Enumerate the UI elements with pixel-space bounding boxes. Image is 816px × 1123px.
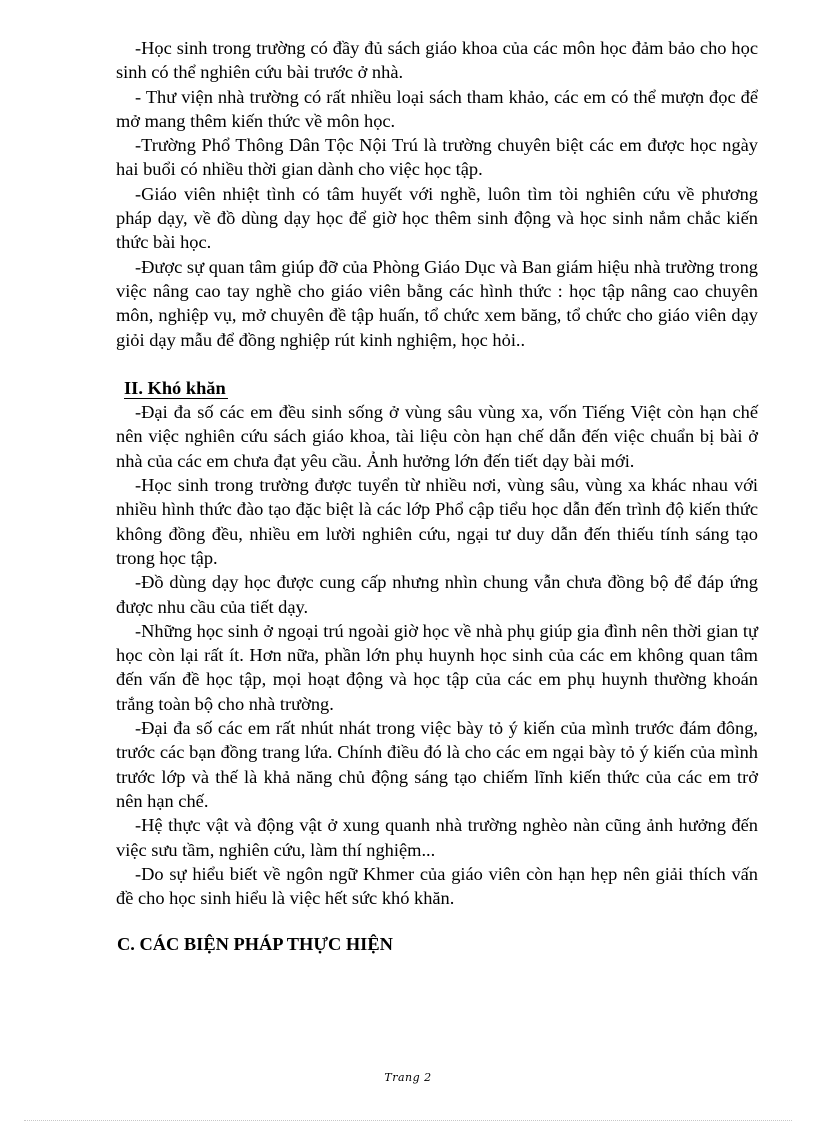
paragraph: -Những học sinh ở ngoại trú ngoài giờ học về nhà phụ giúp gia đình nên thời gian tự học còn lại rất ít. Hơn nữa, phần lớn phụ huynh học sinh của các em không quan tâm đến vấn đề học tập, mọi hoạt động và học tập của các em phụ huynh thường khoán trắng toàn bộ cho nhà trường. xyxy=(116,620,758,714)
section-heading-difficulties xyxy=(116,376,758,400)
paragraph: -Được sự quan tâm giúp đỡ của Phòng Giáo Dục và Ban giám hiệu nhà trường trong việc nâng cao tay nghề cho giáo viên bằng các hình thức : học tập nâng cao chuyên môn, nghiệp vụ, mở chuyên đề tập huấn, tổ chức xem băng, tổ chức cho giáo viên dạy giỏi dạy mẫu để đồng nghiệp rút kinh nghiệm, học hỏi.. xyxy=(116,256,758,350)
spacer xyxy=(116,910,758,932)
paragraph: -Đồ dùng dạy học được cung cấp nhưng nhìn chung vẫn chưa đồng bộ để đáp ứng được nhu cầu của tiết dạy. xyxy=(116,572,758,617)
section-heading-text: II. Khó khăn xyxy=(124,377,226,398)
page-bottom-divider xyxy=(24,1120,792,1121)
paragraph: -Đại đa số các em rất nhút nhát trong việc bày tỏ ý kiến của mình trước đám đông, trước các bạn đồng trang lứa. Chính điều đó là cho các em ngại bày tỏ ý kiến của mình trước lớp và thế là khả năng chủ động sáng tạo chiếm lĩnh kiến thức của các em trở nên hạn chế. xyxy=(116,718,758,811)
page-footer: Trang 2 xyxy=(384,1071,432,1084)
paragraph: -Giáo viên nhiệt tình có tâm huyết với nghề, luôn tìm tòi nghiên cứu về phương pháp dạy, về đồ dùng dạy học để giờ học thêm sinh động và học sinh nắm chắc kiến thức bài học. xyxy=(116,183,758,253)
body-text xyxy=(116,36,758,957)
paragraph: -Do sự hiểu biết về ngôn ngữ Khmer của giáo viên còn hạn hẹp nên giải thích vấn đề cho học sinh hiểu là việc hết sức khó khăn. xyxy=(116,863,758,909)
paragraph: -Học sinh trong trường được tuyển từ nhiều nơi, vùng sâu, vùng xa khác nhau với nhiều hình thức đào tạo đặc biệt là các lớp Phổ cập tiểu học dẫn đến trình độ kiến thức không đồng đều, nhiều em lười nghiên cứu, ngại tư duy dẫn đến thiếu tính sáng tạo trong học tập. xyxy=(116,475,758,568)
paragraph: -Học sinh trong trường có đầy đủ sách giáo khoa của các môn học đảm bảo cho học sinh có thể nghiên cứu bài trước ở nhà. xyxy=(116,38,758,83)
paragraph: -Trường Phổ Thông Dân Tộc Nội Trú là trường chuyên biệt các em được học ngày hai buổi có nhiều thời gian dành cho việc học tập. xyxy=(116,135,758,180)
spacer xyxy=(116,352,758,376)
paragraph: -Đại đa số các em đều sinh sống ở vùng sâu vùng xa, vốn Tiếng Việt còn hạn chế nên việc nghiên cứu sách giáo khoa, tài liệu còn hạn chế dẫn đến việc chuẩn bị bài ở nhà của các em chưa đạt yêu cầu. Ảnh hưởng lớn đến tiết dạy bài mới. xyxy=(116,402,758,471)
paragraph: -Hệ thực vật và động vật ở xung quanh nhà trường nghèo nàn cũng ảnh hưởng đến việc sưu tầm, nghiên cứu, làm thí nghiệm... xyxy=(116,815,758,860)
section-heading-measures: C. CÁC BIỆN PHÁP THỰC HIỆN xyxy=(117,934,393,955)
paragraph: - Thư viện nhà trường có rất nhiều loại sách tham khảo, các em có thể mượn đọc để mở mang thêm kiến thức về môn học. xyxy=(116,86,758,131)
